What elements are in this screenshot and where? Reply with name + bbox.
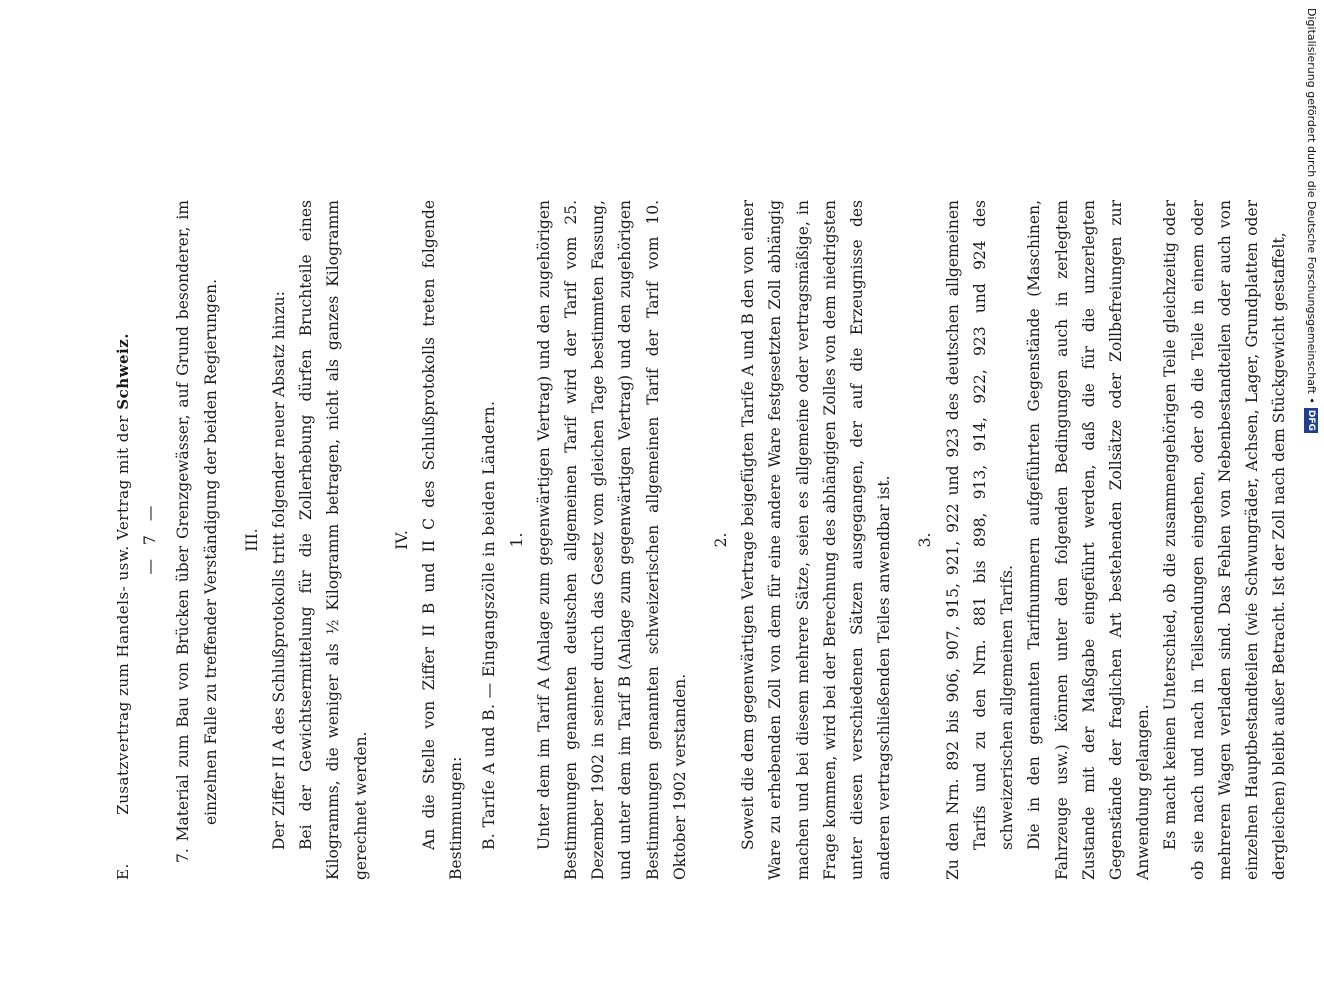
item-7-text: Material zum Bau von Brücken über Grenzgewässer, auf Grund besonderer, im einzelnen Falle zu treffender Verständigung der beiden Regierungen. (174, 200, 220, 842)
paragraph-2-number: 2. (712, 532, 731, 548)
page-number: —7— (141, 505, 160, 575)
section-4-text: An die Stelle von Ziffer II B und II C des Schlußprotokolls treten folgende Bestimmungen: (420, 200, 466, 880)
header-prefix: E. (114, 863, 132, 880)
funding-note-text: Digitalisierung gefördert durch die Deutsche Forschungsgemeinschaft • (1305, 8, 1318, 404)
item-7 (170, 200, 224, 880)
document-page (110, 200, 1289, 880)
funding-note (1304, 8, 1318, 433)
paragraph-1-number: 1. (507, 532, 526, 548)
section-b-heading: B. Tarife A und B. — Eingangszölle in beiden Ländern. (480, 400, 499, 850)
paragraph-3-a: Die in den genannten Tarifnummern aufgeführten Gegenstände (Maschinen, Fahrzeuge usw.) können unter den folgenden Bedingungen auch in zerlegtem Zustande mit der Maßgabe eingeführt werden, daß die für die unzerlegten Gegenstände der fraglichen Art bestehenden Zollsätze oder Zollbefreiungen zur Anwendung gelangen. (1025, 200, 1153, 880)
paragraph-3-number: 3. (916, 532, 935, 548)
header-country: Schweiz. (114, 332, 132, 410)
section-3-intro: Der Ziffer II A des Schlußprotokolls tritt folgender neuer Absatz hinzu: (270, 291, 289, 850)
paragraph-3-intro: Zu den Nrn. 892 bis 906, 907, 915, 921, 922 und 923 des deutschen allgemeinen Tarifs und zu den Nrn. 881 bis 898, 913, 914, 922, 923 und 924 des schweizerischen allgemeinen Tarifs. (943, 200, 1017, 880)
dfg-logo: DFG (1306, 409, 1316, 431)
paragraph-2-text: Soweit die dem gegenwärtigen Vertrage beigefügten Tarife A und B den von einer Ware zu erhebenden Zoll von dem für eine andere Ware festgesetzten Zoll abhängig machen und bei diesem mehrere Sätze, seien es allgemeine oder vertragsmäßige, in Frage kommen, wird bei der Berechnung des abhängigen Zolles von dem niedrigsten unter diesen verschiedenen Sätzen ausgegangen, der auf die Erzeugnisse des anderen vertragschließenden Teiles anwendbar ist. (739, 200, 894, 880)
paragraph-1-text: Unter dem im Tarif A (Anlage zum gegenwärtigen Vertrag) und den zugehörigen Bestimmungen genannten deutschen allgemeinen Tarif wird der Tarif vom 25. Dezember 1902 in seiner durch das Gesetz vom gleichen Tage bestimmten Fassung, und unter dem im Tarif B (Anlage zum gegenwärtigen Vertrag) und den zugehörigen Bestimmungen genannten schweizerischen allgemeinen Tarif der Tarif vom 10. Oktober 1902 verstanden. (534, 200, 689, 880)
section-3-body: Bei der Gewichtsermittelung für die Zollerhebung dürfen Bruchteile eines Kilogramms, die weniger als ½ Kilogramm betragen, nicht als ganzes Kilogramm gerechnet werden. (297, 200, 370, 880)
item-7-number: 7. (174, 848, 193, 863)
section-3-numeral: III. (242, 528, 261, 552)
paragraph-3-b: Es macht keinen Unterschied, ob die zusammengehörigen Teile gleichzeitig oder ob sie nach und nach in Teilsendungen eingehen, oder ob die Teile in einem oder mehreren Wagen verladen sind. Das Fehlen von Nebenbestandteilen oder auch von einzelnen Hauptbestandteilen (wie Schwungräder, Achsen, Lager, Grundplatten oder dergleichen) bleibt außer Betracht. Ist der Zoll nach dem Stückgewicht gestaffelt, (1161, 200, 1289, 880)
header-title: Zusatzvertrag zum Handels- usw. Vertrag mit der (114, 415, 132, 815)
running-header (110, 200, 137, 880)
section-4-numeral: IV. (392, 530, 411, 550)
